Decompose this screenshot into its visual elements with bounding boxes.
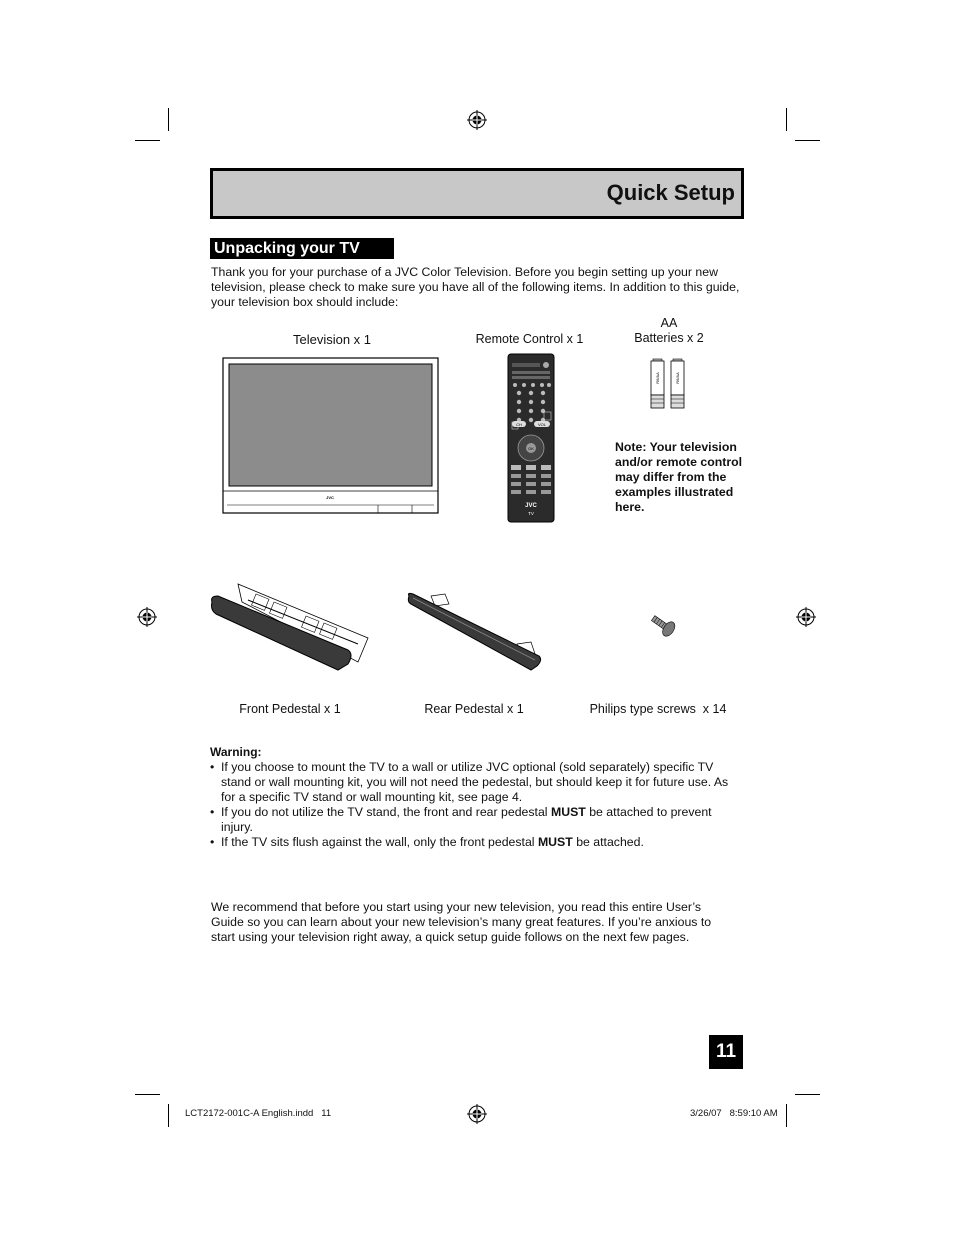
remote-brand-logo: JVC (525, 503, 537, 509)
warning-item: • If the TV sits flush against the wall, only the front pedestal MUST be attached. (210, 835, 745, 850)
recommend-paragraph: We recommend that before you start using your new television, you read this entire User’s Guide so you can learn about your new television’s many great features. If you’re anxious to start using your television right away, a quick setup guide follows on the next few pages. (211, 900, 712, 944)
intro-paragraph: Thank you for your purchase of a JVC Color Television. Before you begin setting up your new television, please check to make sure you have all of the following items. In addition to this guide, your television box should include: (211, 265, 740, 309)
front-pedestal-caption: Front Pedestal x 1 (239, 702, 341, 716)
remote-ok-label: OK (528, 446, 534, 451)
remote-ch-label: CH (516, 422, 522, 427)
crop-mark (135, 140, 160, 141)
warning-title: Warning: (210, 745, 262, 759)
section-title: Unpacking your TV (210, 238, 394, 259)
remote-tv-label: TV (528, 511, 534, 516)
warning-item: • If you choose to mount the TV to a wall or utilize JVC optional (sold separately) specific TV stand or wall mounting kit, you will not need the pedestal, but should keep it for future use. As for a specific TV stand or wall mounting kit, see page 4. (210, 760, 745, 805)
remote-vol-label: VOL (537, 422, 547, 427)
battery-label: R6/AA (655, 372, 660, 384)
battery-label: R6/AA (675, 372, 680, 384)
screws-caption: Philips type screws x 14 (589, 702, 727, 716)
crop-mark (786, 108, 787, 131)
registration-mark-icon (467, 1104, 487, 1124)
page-title: Quick Setup (606, 180, 735, 205)
crop-mark (795, 1094, 820, 1095)
note-text: Note: Your television and/or remote control may differ from the examples illustrated here. (615, 440, 743, 514)
registration-mark-icon (796, 607, 816, 627)
rear-pedestal-illustration (405, 590, 545, 675)
crop-mark (168, 1104, 169, 1127)
remote-caption: Remote Control x 1 (475, 332, 584, 346)
batteries-illustration (650, 358, 690, 410)
crop-mark (168, 108, 169, 131)
header-banner (210, 168, 744, 219)
registration-mark-icon (467, 110, 487, 130)
page-number: 11 (709, 1035, 743, 1069)
tv-brand-logo: JVC (326, 495, 334, 500)
rear-pedestal-caption: Rear Pedestal x 1 (424, 702, 524, 716)
front-pedestal-illustration (208, 580, 373, 675)
warning-list (210, 760, 745, 850)
registration-mark-icon (137, 607, 157, 627)
batteries-caption-line2: Batteries x 2 (634, 331, 704, 345)
remote-illustration (507, 353, 555, 523)
television-illustration (222, 357, 440, 515)
screw-illustration (647, 610, 679, 640)
crop-mark (786, 1104, 787, 1127)
footer-timestamp: 3/26/07 8:59:10 AM (690, 1108, 778, 1119)
television-caption: Television x 1 (292, 332, 372, 347)
crop-mark (795, 140, 820, 141)
warning-item: • If you do not utilize the TV stand, the front and rear pedestal MUST be attached to prevent injury. (210, 805, 745, 835)
batteries-caption-line1: AA (660, 316, 678, 330)
crop-mark (135, 1094, 160, 1095)
footer-filename: LCT2172-001C-A English.indd 11 (185, 1108, 332, 1119)
